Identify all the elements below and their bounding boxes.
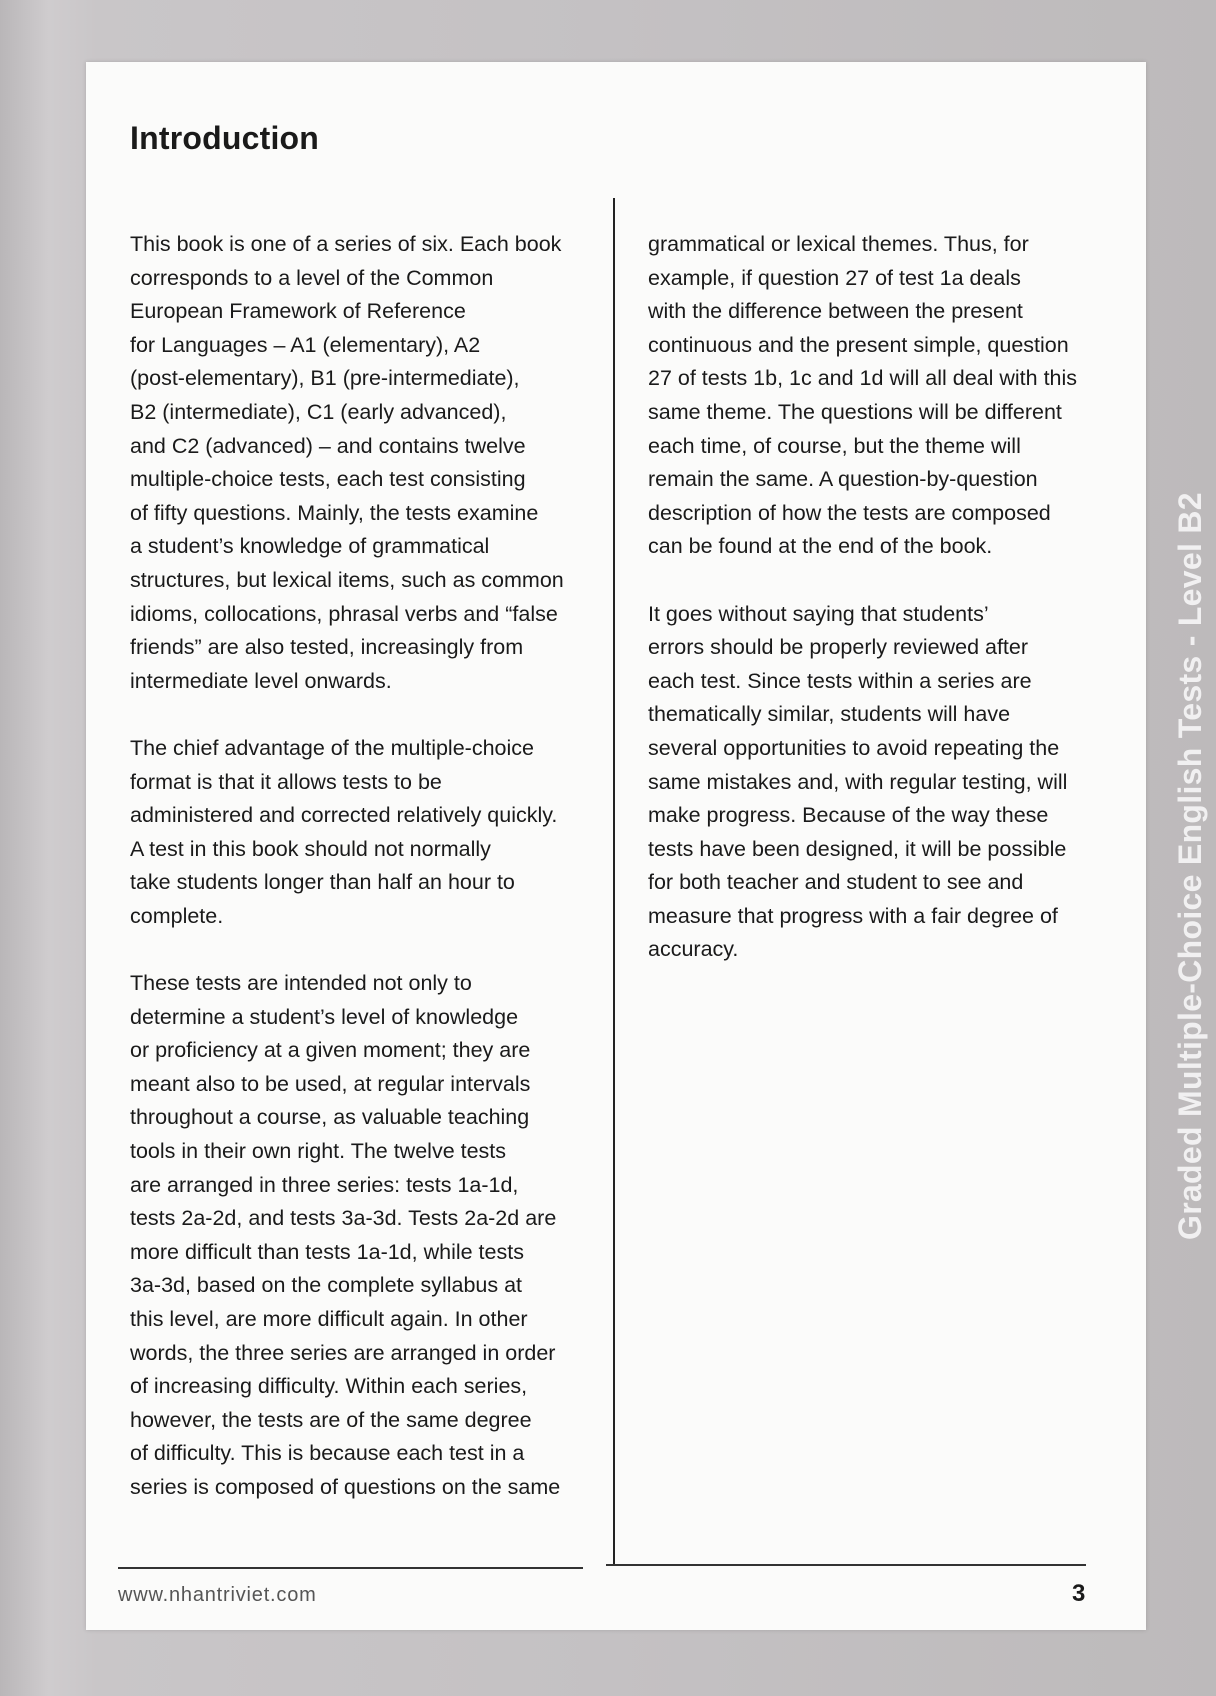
text-line: same mistakes and, with regular testing, will <box>648 769 1068 794</box>
text-line: take students longer than half an hour to <box>130 870 515 895</box>
text-line: each test. Since tests within a series are <box>648 668 1032 693</box>
text-line: remain the same. A question-by-question <box>648 467 1038 492</box>
book-page <box>86 62 1146 1630</box>
text-line: or proficiency at a given moment; they are <box>130 1038 531 1063</box>
text-line: accuracy. <box>648 937 739 962</box>
text-line: thematically similar, students will have <box>648 702 1011 727</box>
left-column <box>130 228 600 1538</box>
text-line: European Framework of Reference <box>130 299 466 324</box>
text-line: several opportunities to avoid repeating the <box>648 735 1060 760</box>
text-line: meant also to be used, at regular intervals <box>130 1071 531 1096</box>
text-line: for Languages – A1 (elementary), A2 <box>130 332 481 357</box>
paragraph <box>130 967 600 1505</box>
text-line: more difficult than tests 1a-1d, while tests <box>130 1239 524 1264</box>
text-line: complete. <box>130 903 224 928</box>
page-title: Introduction <box>130 120 320 156</box>
text-line: (post-elementary), B1 (pre-intermediate), <box>130 366 520 391</box>
column-divider <box>613 198 615 1566</box>
text-line: can be found at the end of the book. <box>648 534 993 559</box>
text-line: are arranged in three series: tests 1a-1d, <box>130 1172 519 1197</box>
text-line: this level, are more difficult again. In other <box>130 1307 528 1331</box>
text-line: This book is one of a series of six. Each book <box>130 232 562 256</box>
text-line: a student’s knowledge of grammatical <box>130 534 490 559</box>
right-column <box>648 228 1118 1001</box>
side-series-title: Graded Multiple-Choice English Tests - Level B2 <box>1172 492 1208 1240</box>
text-line: series is composed of questions on the same <box>130 1474 561 1499</box>
text-line: tools in their own right. The twelve tests <box>130 1139 507 1164</box>
text-line: and C2 (advanced) – and contains twelve <box>130 433 526 458</box>
footer-rule-right <box>606 1564 1086 1566</box>
text-line: tests 2a-2d, and tests 3a-3d. Tests 2a-2d are <box>130 1206 557 1231</box>
page-number: 3 <box>1072 1580 1086 1607</box>
text-line: idioms, collocations, phrasal verbs and “false <box>130 601 558 626</box>
text-line: friends” are also tested, increasingly from <box>130 635 524 660</box>
text-line: description of how the tests are composed <box>648 500 1051 525</box>
text-line: structures, but lexical items, such as common <box>130 567 564 592</box>
text-line: each time, of course, but the theme will <box>648 433 1021 458</box>
text-line: of fifty questions. Mainly, the tests examine <box>130 500 539 525</box>
text-line: throughout a course, as valuable teaching <box>130 1105 530 1130</box>
paragraph <box>648 228 1118 564</box>
text-line: B2 (intermediate), C1 (early advanced), <box>130 399 507 424</box>
text-line: of difficulty. This is because each test in a <box>130 1441 525 1466</box>
text-line: measure that progress with a fair degree of <box>648 903 1058 928</box>
text-line: example, if question 27 of test 1a deals <box>648 265 1021 290</box>
text-line: however, the tests are of the same degree <box>130 1407 532 1432</box>
text-line: multiple-choice tests, each test consisting <box>130 467 526 492</box>
text-line: errors should be properly reviewed after <box>648 635 1029 660</box>
text-line: grammatical or lexical themes. Thus, for <box>648 232 1029 256</box>
text-line: of increasing difficulty. Within each series, <box>130 1374 528 1399</box>
text-line: 27 of tests 1b, 1c and 1d will all deal with this <box>648 366 1078 391</box>
text-line: tests have been designed, it will be possible <box>648 836 1067 861</box>
paragraph <box>648 598 1118 968</box>
footer-url: www.nhantriviet.com <box>118 1584 317 1606</box>
text-line: corresponds to a level of the Common <box>130 265 494 290</box>
text-line: It goes without saying that students’ <box>648 601 989 626</box>
paragraph <box>130 732 600 934</box>
text-line: 3a-3d, based on the complete syllabus at <box>130 1273 523 1298</box>
text-line: same theme. The questions will be different <box>648 399 1062 424</box>
text-line: The chief advantage of the multiple-choice <box>130 735 534 760</box>
footer-rule-left <box>118 1567 583 1569</box>
paragraph <box>130 228 600 698</box>
text-line: determine a student’s level of knowledge <box>130 1004 519 1029</box>
text-line: for both teacher and student to see and <box>648 870 1024 895</box>
text-line: administered and corrected relatively quickly. <box>130 803 558 828</box>
text-line: make progress. Because of the way these <box>648 803 1049 828</box>
text-line: These tests are intended not only to <box>130 971 472 996</box>
text-line: intermediate level onwards. <box>130 668 392 693</box>
text-line: words, the three series are arranged in order <box>130 1340 556 1365</box>
text-line: format is that it allows tests to be <box>130 769 442 794</box>
text-line: continuous and the present simple, question <box>648 332 1069 357</box>
text-line: A test in this book should not normally <box>130 836 491 861</box>
text-line: with the difference between the present <box>648 299 1023 324</box>
